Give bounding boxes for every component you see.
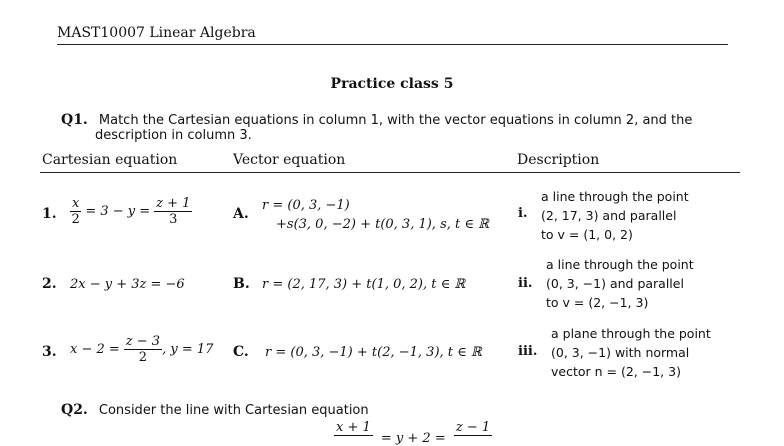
page-title: Practice class 5: [330, 76, 454, 92]
row2-roman: ii.: [518, 276, 533, 291]
row2-number: 2.: [42, 276, 57, 292]
row3-desc-line1: a plane through the point: [551, 326, 711, 341]
row3-vector-letter: C.: [233, 344, 249, 360]
row2-cartesian-equation: 2x − y + 3z = −6: [70, 277, 185, 292]
q2-equation: [334, 420, 492, 446]
row1-frac2-denominator: 3: [169, 212, 178, 227]
row3-frac-numerator: z − 3: [125, 334, 161, 349]
row3-desc-line3: vector n = (2, −1, 3): [551, 364, 681, 379]
row1-desc-line2: (2, 17, 3) and parallel: [541, 208, 677, 223]
row2-vector-line1: r = (2, 17, 3) + t(1, 0, 2), t ∈ ℝ: [262, 277, 466, 292]
row2-desc-line1: a line through the point: [546, 257, 694, 272]
row3-roman: iii.: [518, 344, 538, 359]
q1-line1: [61, 109, 692, 128]
q1-label: Q1.: [61, 112, 88, 128]
row3-fraction: [124, 334, 162, 365]
q2-label: Q2.: [61, 402, 88, 418]
course-header: MAST10007 Linear Algebra: [57, 25, 256, 41]
header-rule: [57, 44, 728, 45]
column-header-cartesian: Cartesian equation: [42, 152, 178, 168]
row1-vector-line2: +s(3, 0, −2) + t(0, 3, 1), s, t ∈ ℝ: [276, 217, 489, 232]
row1-vector-letter: A.: [233, 206, 249, 222]
q1-text-line2: description in column 3.: [95, 128, 252, 143]
row3-equation-prefix: x − 2 =: [70, 342, 120, 357]
q2-frac2-numerator: z − 1: [455, 420, 491, 435]
q2-frac1-numerator: x + 1: [336, 420, 371, 435]
row1-desc-line1: a line through the point: [541, 189, 689, 204]
row2-description: [546, 255, 694, 312]
row1-number: 1.: [42, 206, 57, 222]
row3-vector-line1: r = (0, 3, −1) + t(2, −1, 3), t ∈ ℝ: [265, 345, 482, 360]
row1-roman: i.: [518, 206, 528, 221]
row1-fraction-2: [154, 196, 192, 227]
row1-frac1-denominator: 2: [71, 212, 80, 227]
row1-vector-line1: r = (0, 3, −1): [262, 198, 350, 213]
q1-text-line1: Match the Cartesian equations in column 1, with the vector equations in column 2, and the: [98, 113, 693, 128]
row1-frac2-numerator: z + 1: [156, 196, 191, 211]
row1-fraction-1: [70, 196, 81, 227]
row2-desc-line2: (0, 3, −1) and parallel: [546, 276, 684, 291]
row3-frac-denominator: 2: [138, 350, 148, 365]
column-header-vector: Vector equation: [233, 152, 346, 168]
row3-number: 3.: [42, 344, 57, 360]
row2-vector-letter: B.: [233, 276, 250, 292]
row2-desc-line3: to v = (2, −1, 3): [546, 295, 649, 310]
row3-equation-suffix: , y = 17: [162, 342, 214, 357]
row3-cartesian-equation: [70, 334, 213, 365]
row1-cartesian-equation: [70, 196, 192, 227]
column-header-description: Description: [517, 152, 600, 168]
row1-description: [541, 187, 689, 244]
row3-desc-line2: (0, 3, −1) with normal: [551, 345, 690, 360]
row1-frac1-numerator: x: [72, 196, 80, 211]
q2-equation-middle: = y + 2 =: [380, 431, 446, 446]
row3-description: [551, 324, 711, 381]
q2-line: [61, 399, 369, 418]
q2-text: Consider the line with Cartesian equation: [98, 403, 369, 418]
table-rule: [40, 172, 740, 173]
row1-equation-middle: = 3 − y =: [85, 204, 151, 219]
row1-desc-line3: to v = (1, 0, 2): [541, 227, 633, 242]
